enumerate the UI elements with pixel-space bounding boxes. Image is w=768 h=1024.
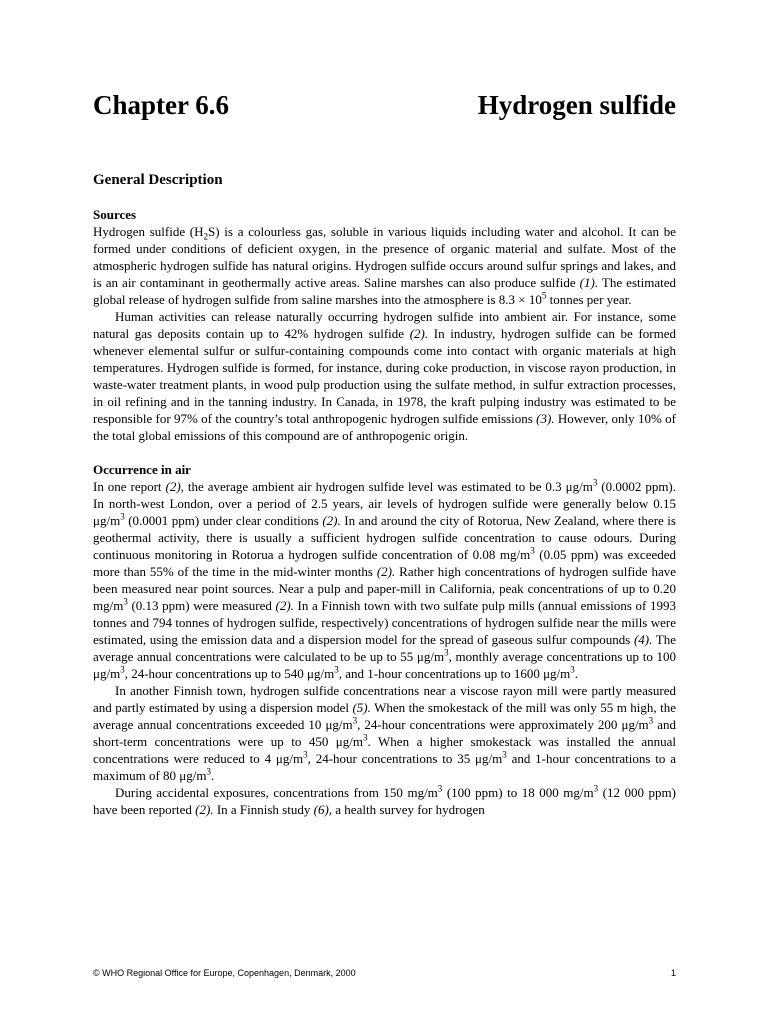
chapter-title: Hydrogen sulfide [477,90,676,120]
citation: (4). [633,632,653,647]
copyright-notice: © WHO Regional Office for Europe, Copenhagen, Denmark, 2000 [93,968,356,978]
sources-paragraph-1: Hydrogen sulfide $(H_2S)$ is a colourless gas, soluble in various liquids including water and alcohol. It can be formed under conditions of deficient oxygen, in the presence of organic material and sulfate. Most of the atmospheric hydrogen sulfide has natural origins. Hydrogen sulfide occurs around sulfur springs and lakes, and is an air contaminant in geothermally active areas. Saline marshes can also produce sulfide (1). The estimated global release of hydrogen sulfide from saline marshes into the atmosphere is $8.3 \times 10^5$ tonnes per year. [93,224,676,307]
document-page [93,88,676,818]
subsection-heading-occurrence-in-air: Occurrence in air [93,462,191,477]
chapter-number: Chapter 6.6 [93,90,230,120]
citation: (2). [275,598,294,613]
occurrence-paragraph-3: During accidental exposures, concentrations from 150 $mg/m^3$ (100 ppm) to 18 000 $mg/m^3$ (12 000 ppm) have been reported (2). In a Finnish study (6), a health survey for hydrogen [93,783,676,817]
chapter-heading [93,88,676,122]
citation: (2). [195,802,214,817]
subsection-heading-sources: Sources [93,207,137,222]
citation: (2). [322,513,341,528]
citation: (6), [313,802,333,817]
sources-paragraph-2: Human activities can release naturally occurring hydrogen sulfide into ambient air. For instance, some natural gas deposits contain up to 42% hydrogen sulfide (2). In industry, hydrogen sulfide can be formed whenever elemental sulfur or sulfur-containing compounds come into contact with organic materials at high temperatures. Hydrogen sulfide is formed, for instance, during coke production, in viscose rayon production, in waste-water treatment plants, in wood pulp production using the sulfate method, in sulfur extraction processes, in oil refining and in the tanning industry. In Canada, in 1978, the kraft pulping industry was estimated to be responsible for 97% of the country’s total anthropogenic hydrogen sulfide emissions (3). However, only 10% of the total global emissions of this compound are of anthropogenic origin. [93,309,676,443]
citation: (5). [352,700,371,715]
citation: (2), [165,479,184,494]
citation: (2). [409,326,429,341]
occurrence-paragraph-1: In one report (2), the average ambient air hydrogen sulfide level was estimated to be 0.3 $\mu g/m^3$ (0.0002 ppm). In north-west London, over a period of 2.5 years, air levels of hydrogen sulfide were generally below 0.15 $\mu g/m^3$ (0.0001 ppm) under clear conditions (2). In and around the city of Rotorua, New Zealand, where there is geothermal activity, there is usually a sufficient hydrogen sulfide concentration to cause odours. During continuous monitoring in Rotorua a hydrogen sulfide concentration of 0.08 $mg/m^3$ (0.05 ppm) was exceeded more than 55% of the time in the mid-winter months (2). Rather high concentrations of hydrogen sulfide have been measured near point sources. Near a pulp and paper-mill in California, peak concentrations of up to 0.20 $mg/m^3$ (0.13 ppm) were measured (2). In a Finnish town with two sulfate pulp mills (annual emissions of 1993 tonnes and 794 tonnes of hydrogen sulfide, respectively) concentrations of hydrogen sulfide near the mills were estimated, using the emission data and a dispersion model for the spread of gaseous sulfur compounds (4). The average annual concentrations were calculated to be up to 55 $\mu g/m^3$, monthly average concentrations up to 100 $\mu g/m^3$, 24-hour concentrations up to 540 $\mu g/m^3$, and 1-hour concentrations up to 1600 $\mu g/m^3$. [93,477,677,681]
page-number: 1 [670,968,676,978]
occurrence-paragraph-2: In another Finnish town, hydrogen sulfide concentrations near a viscose rayon mill were partly measured and partly estimated by using a dispersion model (5). When the smokestack of the mill was only 55 m high, the average annual concentrations exceeded 10 $\mu g/m^3$, 24-hour concentrations were approximately 200 $\mu g/m^3$ and short-term concentrations were up to 450 $\mu g/m^3$. When a higher smokestack was installed the annual concentrations were reduced to 4 $\mu g/m^3$, 24-hour concentrations to 35 $\mu g/m^3$ and 1-hour concentrations to a maximum of 80 $\mu g/m^3$. [93,683,676,783]
citation: (3). [536,411,555,426]
page-footer [93,967,676,979]
citation: (2). [376,564,396,579]
section-heading-general-description: General Description [93,172,223,188]
citation: (1). [579,275,599,290]
